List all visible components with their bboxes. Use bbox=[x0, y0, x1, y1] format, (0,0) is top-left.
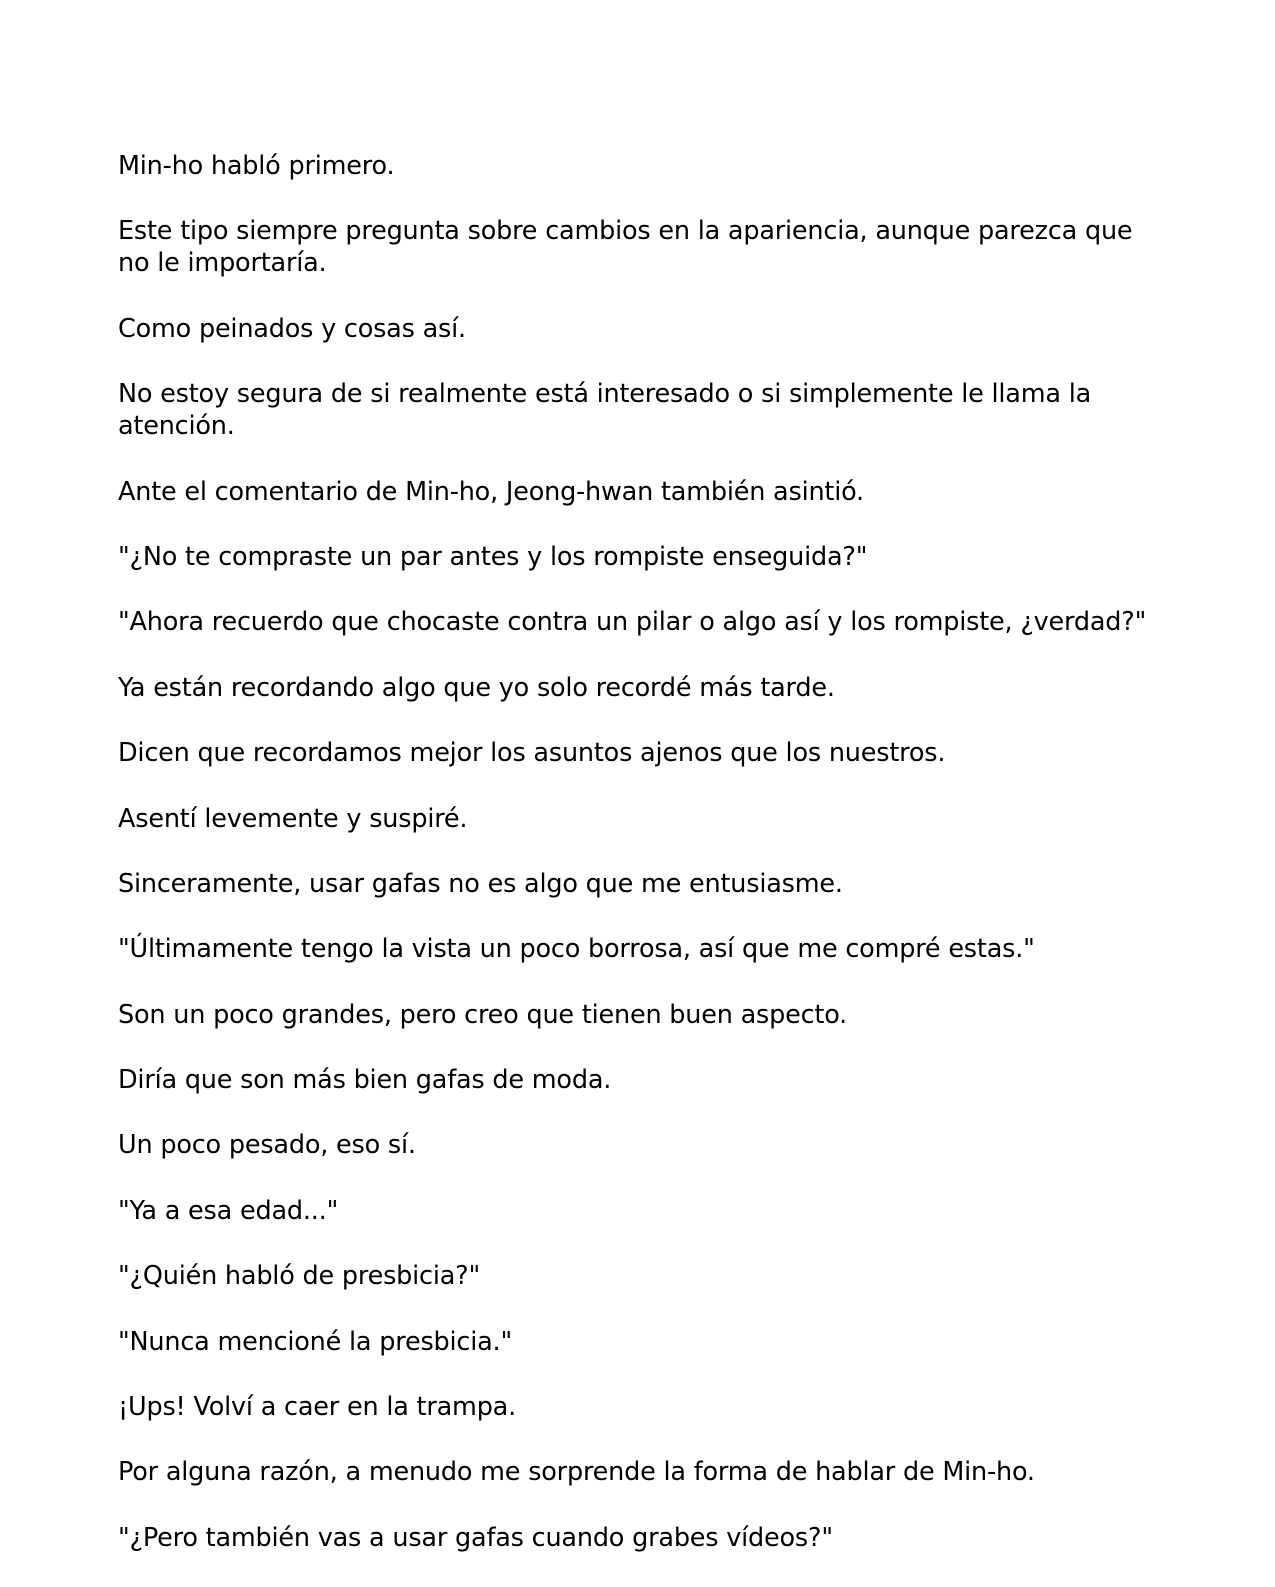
paragraph: ¡Ups! Volví a caer en la trampa. bbox=[118, 1392, 517, 1423]
paragraph: Ante el comentario de Min-ho, Jeong-hwan también asintió. bbox=[118, 476, 864, 507]
paragraph: "¿Pero también vas a usar gafas cuando grabes vídeos?" bbox=[118, 1522, 833, 1553]
paragraph: "¿No te compraste un par antes y los rompiste enseguida?" bbox=[118, 541, 868, 572]
paragraph: "Nunca mencioné la presbicia." bbox=[118, 1326, 512, 1357]
paragraph: Diría que son más bien gafas de moda. bbox=[118, 1065, 612, 1096]
paragraph: Un poco pesado, eso sí. bbox=[118, 1130, 416, 1161]
paragraph: Min-ho habló primero. bbox=[118, 151, 395, 181]
document-body bbox=[118, 150, 1163, 1587]
paragraph: Como peinados y cosas así. bbox=[118, 313, 466, 344]
paragraph: "Últimamente tengo la vista un poco borrosa, así que me compré estas." bbox=[118, 934, 1035, 965]
paragraph: Por alguna razón, a menudo me sorprende la forma de hablar de Min-ho. bbox=[118, 1457, 1035, 1488]
paragraph: "Ya a esa edad..." bbox=[118, 1195, 339, 1226]
paragraph: Este tipo siempre pregunta sobre cambios en la apariencia, aunque parezca que no le importaría. bbox=[118, 216, 1133, 279]
paragraph: Sinceramente, usar gafas no es algo que me entusiasme. bbox=[118, 868, 843, 899]
paragraph: Asentí levemente y suspiré. bbox=[118, 803, 468, 834]
paragraph: "Ahora recuerdo que chocaste contra un pilar o algo así y los rompiste, ¿verdad?" bbox=[118, 607, 1147, 638]
paragraph: Son un poco grandes, pero creo que tienen buen aspecto. bbox=[118, 999, 848, 1030]
paragraph: "¿Quién habló de presbicia?" bbox=[118, 1261, 481, 1292]
paragraph: Ya están recordando algo que yo solo recordé más tarde. bbox=[118, 672, 835, 703]
paragraph: Dicen que recordamos mejor los asuntos ajenos que los nuestros. bbox=[118, 738, 946, 769]
paragraph: No estoy segura de si realmente está interesado o si simplemente le llama la atención. bbox=[118, 379, 1091, 442]
